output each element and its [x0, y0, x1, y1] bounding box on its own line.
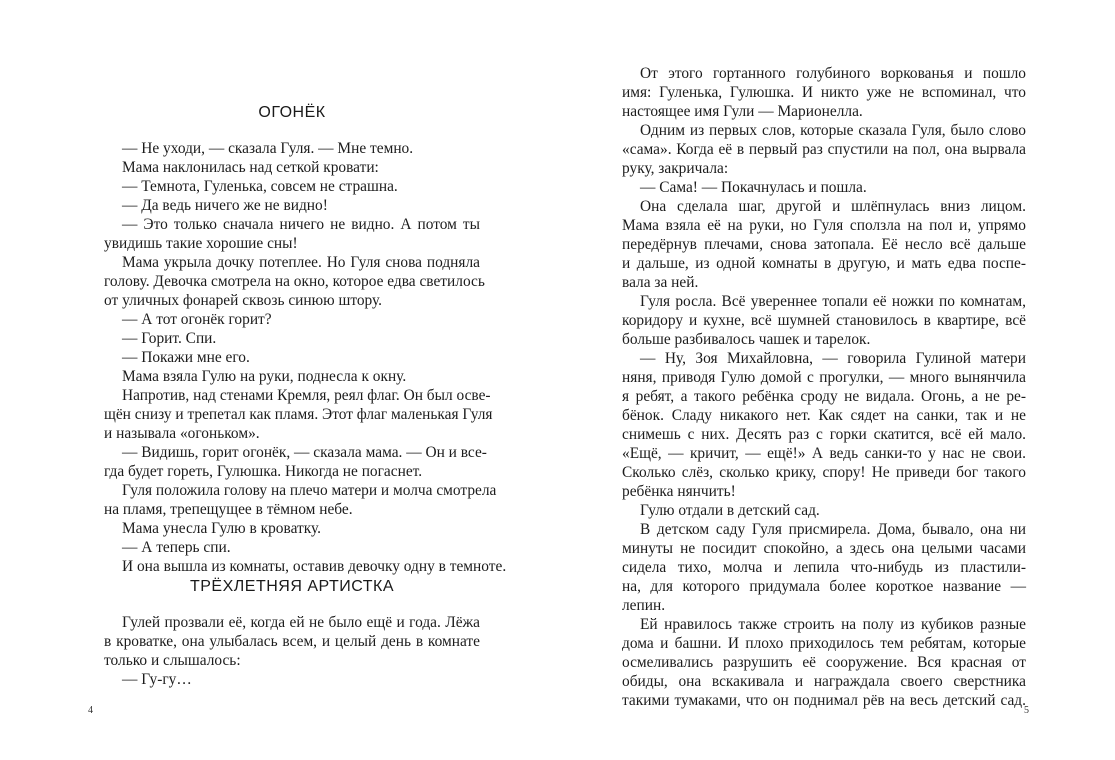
text-line: И она вышла из комнаты, оставив девочку одну в темноте.	[122, 558, 507, 575]
text-line: — Видишь, горит огонёк, — сказала мама. — Он и все-	[122, 444, 487, 461]
text-line: Мама взяла её на руки, но Гуля сползла на пол и, упрямо	[622, 217, 1026, 234]
text-line: на пламя, трепещущее в тёмном небе.	[104, 501, 353, 518]
text-line: Она сделала шаг, другой и шлёпнулась вниз лицом.	[640, 198, 1026, 215]
text-line: — Сама! — Покачнулась и пошла.	[640, 179, 867, 196]
text-line: такими тумаками, что он поднимал рёв на весь детский сад.	[622, 692, 1026, 709]
text-line: сидела тихо, молча и лепила что-нибудь из пластили-	[622, 559, 1026, 576]
text-line: Мама унесла Гулю в кроватку.	[122, 520, 321, 537]
text-line: — Гу-гу…	[122, 671, 192, 688]
text-line: дома и башни. И плохо приходилось тем ребятам, которые	[622, 635, 1026, 652]
text-line: на, для которого придумала более короткое название —	[622, 578, 1026, 595]
chapter-title-ogonek: ОГОНЁК	[258, 104, 326, 121]
text-line: — Покажи мне его.	[122, 349, 250, 366]
text-line: увидишь такие хорошие сны!	[104, 235, 298, 252]
text-line: Гулю отдали в детский сад.	[640, 502, 820, 519]
text-line: «Ещё, — кричит, — ещё!» А ведь санки-то у нас не свои.	[622, 445, 1026, 462]
text-line: бёнок. Сладу никакого нет. Как сядет на санки, так и не	[622, 407, 1026, 424]
text-line: только и слышалось:	[104, 652, 241, 669]
text-line: руку, закричала:	[622, 160, 729, 177]
text-line: и дальше, из одной комнаты в другую, и мать едва поспе-	[622, 255, 1026, 272]
text-line: имя: Гуленька, Гулюшка. И никто уже не вспоминал, что	[622, 84, 1026, 101]
text-line: — А теперь спи.	[122, 539, 231, 556]
text-line: минуты не посидит спокойно, а здесь она целыми часами	[622, 540, 1026, 557]
text-line: Ей нравилось также строить на полу из кубиков разные	[640, 616, 1026, 633]
text-line: Гулей прозвали её, когда ей не было ещё и года. Лёжа	[122, 614, 480, 631]
text-line: Гуля росла. Всё увереннее топали её ножки по комнатам,	[640, 293, 1026, 310]
text-line: передёрнув плечами, снова затопала. Её несло всё дальше	[622, 236, 1026, 253]
text-line: Одним из первых слов, которые сказала Гуля, было слово	[640, 122, 1026, 139]
text-line: ребёнка нянчить!	[622, 483, 736, 500]
text-line: коридору и кухне, всё шумней становилось в квартире, всё	[622, 312, 1026, 329]
text-line: щён снизу и трепетал как пламя. Этот флаг маленькая Гуля	[104, 406, 493, 423]
text-line: снимешь с них. Десять раз с горки скатится, всё ей мало.	[622, 426, 1026, 443]
text-line: «сама». Когда её в первый раз спустили на пол, она вырвала	[622, 141, 1026, 158]
text-line: — Ну, Зоя Михайловна, — говорила Гулиной матери	[640, 350, 1026, 367]
text-line: От этого гортанного голубиного воркованья и пошло	[640, 65, 1026, 82]
text-line: вала за ней.	[622, 274, 699, 291]
text-line: В детском саду Гуля присмирела. Дома, бывало, она ни	[640, 521, 1026, 538]
text-line: — Не уходи, — сказала Гуля. — Мне темно.	[122, 140, 414, 157]
text-line: в кроватке, она улыбалась всем, и целый день в комнате	[104, 633, 480, 650]
text-line: — Да ведь ничего же не видно!	[122, 197, 328, 214]
text-line: я ребят, а такого ребёнка сроду не видала. Огонь, а не ре-	[622, 388, 1026, 405]
text-line: Гуля положила голову на плечо матери и молча смотрела	[122, 482, 497, 499]
text-line: настоящее имя Гули — Марионелла.	[622, 103, 863, 120]
text-line: — Темнота, Гуленька, совсем не страшна.	[122, 178, 398, 195]
chapter-title-artistka: ТРЁХЛЕТНЯЯ АРТИСТКА	[189, 578, 395, 595]
text-line: Напротив, над стенами Кремля, реял флаг. Он был осве-	[122, 387, 491, 404]
page-number-left: 4	[88, 705, 93, 716]
text-line: голову. Девочка смотрела на окно, которое едва светилось	[104, 273, 485, 290]
text-line: гда будет гореть, Гулюшка. Никогда не погаснет.	[104, 463, 423, 480]
text-line: осмеливались разрушить её сооружение. Вся красная от	[622, 654, 1026, 671]
page-number-right: 5	[1024, 705, 1029, 716]
text-line: лепин.	[622, 597, 666, 614]
text-line: Мама укрыла дочку потеплее. Но Гуля снова подняла	[122, 254, 480, 271]
text-line: Мама взяла Гулю на руки, поднесла к окну.	[122, 368, 407, 385]
text-line: — Горит. Спи.	[122, 330, 217, 347]
text-line: няня, приводя Гулю домой с прогулки, — много вынянчила	[622, 369, 1026, 386]
text-line: — Это только сначала ничего не видно. А потом ты	[122, 216, 480, 233]
text-line: от уличных фонарей сквозь синюю штору.	[104, 292, 383, 309]
text-line: больше разбивалось чашек и тарелок.	[622, 331, 871, 348]
text-line: — А тот огонёк горит?	[122, 311, 272, 328]
text-line: и называла «огоньком».	[104, 425, 260, 442]
text-line: Мама наклонилась над сеткой кровати:	[122, 159, 379, 176]
text-line: Сколько слёз, сколько крику, спору! Не приведи бог такого	[622, 464, 1026, 481]
text-line: обиды, она вскакивала и награждала своего сверстника	[622, 673, 1026, 690]
